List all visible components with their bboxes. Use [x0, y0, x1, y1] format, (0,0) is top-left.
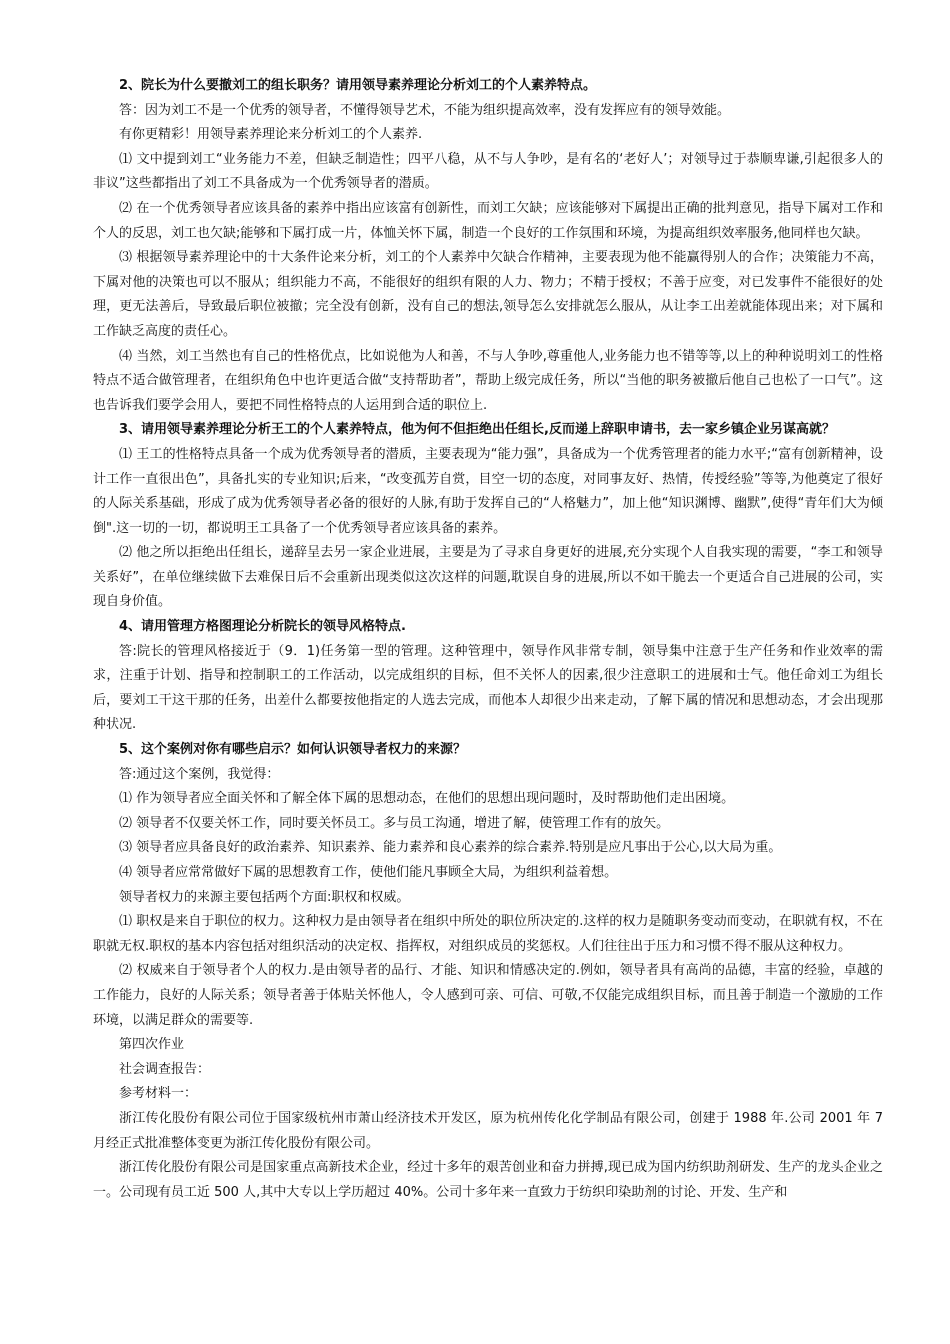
question-3: 3、请用领导素养理论分析王工的个人素养特点，他为何不但拒绝出任组长,反而递上辞职申请书，去一家乡镇企业另谋高就？: [119, 422, 835, 438]
answer-2-lead: 有你更精彩！用领导素养理论来分析刘工的个人素养.: [119, 127, 423, 143]
answer-4: 答:院长的管理风格接近于（9．1)任务第一型的管理。这种管理中，领导作风非常专制，领导集中注意于生产任务和作业效率的需求，注重于计划、指导和控制职工的工作活动，以完成组织的目标，但不关怀人的因素,很少注意职工的进展和士气。他任命刘工为组长后，要刘工干这干那的任务，出差什么都要按他指定的人选去完成，而他本人却很少出来走动，了解下属的情况和思想动态，才会出现那种状况.: [93, 643, 883, 733]
question-5: 5、这个案例对你有哪些启示？如何认识领导者权力的来源？: [119, 742, 467, 758]
document-body: [93, 74, 883, 1205]
power-sources-intro: 领导者权力的来源主要包括两个方面:职权和权威。: [119, 889, 410, 905]
question-2: 2、院长为什么要撤刘工的组长职务？请用领导素养理论分析刘工的个人素养特点。: [119, 78, 597, 93]
answer-5-point-1: ⑴ 作为领导者应全面关怀和了解全体下属的思想动态，在他们的思想出现问题时，及时帮助他们走出困境。: [119, 791, 735, 807]
answer-5-point-3: ⑶ 领导者应具备良好的政治素养、知识素养、能力素养和良心素养的综合素养.特别是应凡事出于公心,以大局为重。: [119, 840, 782, 856]
answer-2-intro: 答：因为刘工不是一个优秀的领导者，不懂得领导艺术，不能为组织提高效率，没有发挥应有的领导效能。: [119, 102, 731, 118]
section-heading-assignment-4: 第四次作业: [119, 1037, 185, 1053]
section-subheading-report: 社会调查报告：: [119, 1061, 211, 1077]
answer-3-point-1: ⑴ 王工的性格特点具备一个成为优秀领导者的潜质，主要表现为“能力强”，具备成为一个优秀管理者的能力水平;“富有创新精神，设计工作一直很出色”，具备扎实的专业知识;后来，“改变孤芳自赏，目空一切的态度，对同事友好、热情，传授经验”等等,为他奠定了很好的人际关系基础，形成了成为优秀领导者必备的很好的人脉,有助于发挥自己的“人格魅力”，加上他“知识渊博、幽默”,使得“青年们大为倾倒".这一切的一切，都说明王工具备了一个优秀领导者应该具备的素养。: [93, 446, 883, 536]
reference-material-label: 参考材料一：: [119, 1086, 198, 1102]
answer-2-point-3: ⑶ 根据领导素养理论中的十大条件论来分析，刘工的个人素养中欠缺合作精神，主要表现为他不能赢得别人的合作；决策能力不高，下属对他的决策也可以不服从；组织能力不高，不能很好的组织有限的人力、物力；不精于授权；不善于应变，对已发事件不能很好的处理，更无法善后，导致最后职位被撤；完全没有创新，没有自己的想法,领导怎么安排就怎么服从，从让李工出差就能体现出来；对下属和工作缺乏高度的责任心。: [93, 250, 883, 339]
question-4: 4、请用管理方格图理论分析院长的领导风格特点.: [119, 619, 406, 635]
answer-5-point-2: ⑵ 领导者不仅要关怀工作，同时要关怀员工。多与员工沟通，增进了解，使管理工作有的放矢。: [119, 815, 670, 831]
answer-5-intro: 答:通过这个案例，我觉得：: [119, 766, 280, 782]
reference-paragraph-2: 浙江传化股份有限公司是国家重点高新技术企业，经过十多年的艰苦创业和奋力拼搏,现已成为国内纺织助剂研发、生产的龙头企业之一。公司现有员工近 500 人,其中大专以上学历超过 40%。公司十多年来一直致力于纺织印染助剂的讨论、开发、生产和: [93, 1160, 883, 1200]
answer-2-point-2: ⑵ 在一个优秀领导者应该具备的素养中指出应该富有创新性，而刘工欠缺；应该能够对下属提出正确的批判意见，指导下属对工作和个人的反思，刘工也欠缺;能够和下属打成一片，体恤关怀下属，制造一个良好的工作氛围和环境，为提高组织效率服务,他同样也欠缺。: [93, 200, 883, 241]
answer-2-point-4: ⑷ 当然，刘工当然也有自己的性格优点，比如说他为人和善，不与人争吵,尊重他人,业务能力也不错等等,以上的种种说明刘工的性格特点不适合做管理者，在组织角色中也许更适合做“支持帮助者”，帮助上级完成任务，所以“当他的职务被撤后他自己也松了一口气”。这也告诉我们要学会用人，要把不同性格特点的人运用到合适的职位上.: [93, 348, 883, 413]
answer-3-point-2: ⑵ 他之所以拒绝出任组长，递辞呈去另一家企业进展，主要是为了寻求自身更好的进展,充分实现个人自我实现的需要，“李工和领导关系好”，在单位继续做下去难保日后不会重新出现类似这次这样的问题,耽误自身的进展,所以不如干脆去一个更适合自己进展的公司，实现自身价值。: [93, 545, 883, 610]
answer-5-point-4: ⑷ 领导者应常常做好下属的思想教育工作，使他们能凡事顾全大局，为组织利益着想。: [119, 865, 618, 880]
reference-paragraph-1: 浙江传化股份有限公司位于国家级杭州市萧山经济技术开发区，原为杭州传化化学制品有限公司，创建于 1988 年.公司 2001 年 7 月经正式批准整体变更为浙江传化股份有限公司。: [93, 1110, 883, 1151]
power-source-prestige: ⑵ 权威来自于领导者个人的权力.是由领导者的品行、才能、知识和情感决定的.例如，领导者具有高尚的品德，丰富的经验，卓越的工作能力，良好的人际关系；领导者善于体贴关怀他人，令人感到可亲、可信、可敬,不仅能完成组织目标，而且善于制造一个激励的工作环境，以满足群众的需要等.: [93, 963, 883, 1028]
power-source-authority: ⑴ 职权是来自于职位的权力。这种权力是由领导者在组织中所处的职位所决定的.这样的权力是随职务变动而变动，在职就有权，不在职就无权.职权的基本内容包括对组织活动的决定权、指挥权，对组织成员的奖惩权。人们往往出于压力和习惯不得不服从这种权力。: [93, 914, 883, 954]
answer-2-point-1: ⑴ 文中提到刘工“业务能力不差，但缺乏制造性；四平八稳，从不与人争吵，是有名的‘老好人’；对领导过于恭顺卑谦,引起很多人的非议”这些都指出了刘工不具备成为一个优秀领导者的潜质。: [93, 151, 883, 192]
